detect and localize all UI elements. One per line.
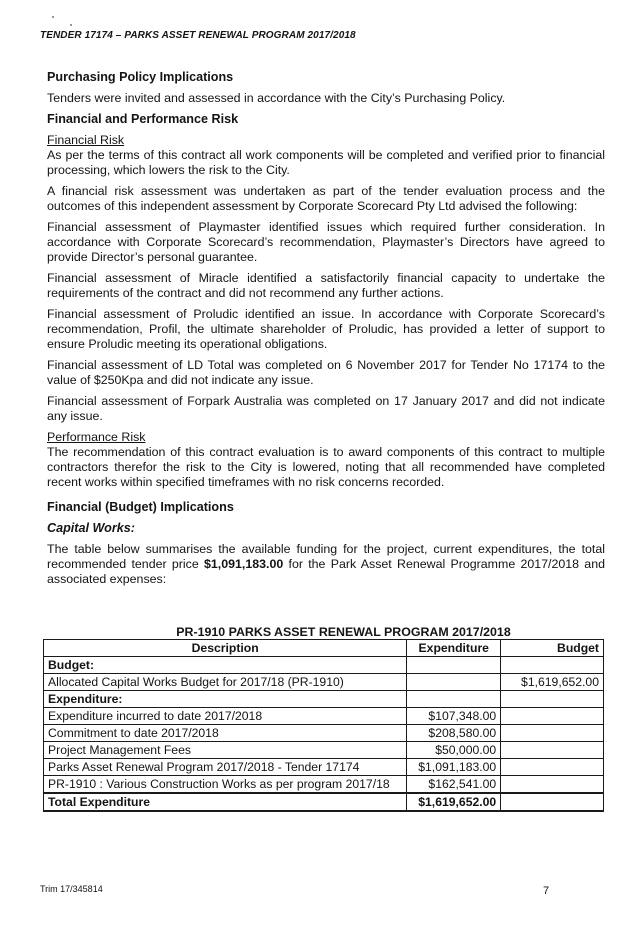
cell-description: Parks Asset Renewal Program 2017/2018 - Tender 17174 xyxy=(44,759,407,776)
cell-expenditure xyxy=(407,657,501,674)
trim-reference: Trim 17/345814 xyxy=(40,884,103,894)
cell-budget xyxy=(501,691,604,708)
table-row xyxy=(44,742,604,759)
cell-budget: $1,619,652.00 xyxy=(501,674,604,691)
budget-text xyxy=(47,542,605,587)
cell-description: Commitment to date 2017/2018 xyxy=(44,725,407,742)
section-heading-financial-performance: Financial and Performance Risk xyxy=(47,112,239,126)
cell-budget xyxy=(501,793,604,811)
scan-speck xyxy=(70,24,72,26)
cell-budget xyxy=(501,708,604,725)
table-row xyxy=(44,674,604,691)
cell-expenditure: $1,619,652.00 xyxy=(407,793,501,811)
table-row xyxy=(44,725,604,742)
cell-expenditure: $107,348.00 xyxy=(407,708,501,725)
cell-description: Total Expenditure xyxy=(44,793,407,811)
budget-text-end: for the Park Asset Renewal Programme 2017/2018 and associated expenses: xyxy=(47,557,605,586)
budget-table-section xyxy=(43,625,604,812)
subheading-performance-risk: Performance Risk xyxy=(47,430,146,444)
cell-expenditure xyxy=(407,674,501,691)
cell-description: Budget: xyxy=(44,657,407,674)
cell-budget xyxy=(501,776,604,794)
paragraph: Financial assessment of Forpark Australia was completed on 17 January 2017 and did not indicate any issue. xyxy=(47,394,605,423)
cell-description: Allocated Capital Works Budget for 2017/18 (PR-1910) xyxy=(44,674,407,691)
purchasing-text: Tenders were invited and assessed in accordance with the City’s Purchasing Policy. xyxy=(47,91,506,105)
table-row xyxy=(44,759,604,776)
cell-expenditure: $162,541.00 xyxy=(407,776,501,794)
cell-budget xyxy=(501,657,604,674)
table-row-total xyxy=(44,793,604,811)
section-heading-purchasing: Purchasing Policy Implications xyxy=(47,70,234,84)
table-header-row xyxy=(44,640,604,657)
table-title: PR-1910 PARKS ASSET RENEWAL PROGRAM 2017/2018 xyxy=(176,625,511,639)
scan-speck xyxy=(52,16,54,18)
cell-expenditure: $1,091,183.00 xyxy=(407,759,501,776)
paragraph: As per the terms of this contract all work components will be completed and verified prior to financial processing, which lowers the risk to the City. xyxy=(47,148,605,177)
paragraph: A financial risk assessment was undertaken as part of the tender evaluation process and the outcomes of this independent assessment by Corporate Scorecard Pty Ltd advised the following: xyxy=(47,184,605,213)
table-row xyxy=(44,691,604,708)
cell-description: Project Management Fees xyxy=(44,742,407,759)
page-number: 7 xyxy=(543,885,550,897)
cell-expenditure: $208,580.00 xyxy=(407,725,501,742)
document-body xyxy=(47,70,605,593)
cell-budget xyxy=(501,725,604,742)
table-row xyxy=(44,776,604,794)
cell-expenditure: $50,000.00 xyxy=(407,742,501,759)
paragraph: Financial assessment of Playmaster identified issues which required further consideration. In accordance with Corporate Scorecard’s recommendation, Playmaster’s Directors have agreed to provide Director’s personal guarantee. xyxy=(47,220,605,264)
cell-description: PR-1910 : Various Construction Works as per program 2017/18 xyxy=(44,776,407,794)
budget-amount: $1,091,183.00 xyxy=(203,557,284,571)
cell-budget xyxy=(501,742,604,759)
table-row xyxy=(44,708,604,725)
cell-expenditure xyxy=(407,691,501,708)
budget-text-start: The table below summarises the available funding for the project, current expenditures, the total recommended tender price xyxy=(47,542,605,571)
section-heading-budget: Financial (Budget) Implications xyxy=(47,500,234,514)
cell-description: Expenditure incurred to date 2017/2018 xyxy=(44,708,407,725)
budget-table xyxy=(43,639,604,812)
performance-risk-text: The recommendation of this contract evaluation is to award components of this contract to multiple contractors therefor the risk to the City is lowered, noting that all recommended have completed recent works within specified timeframes with no risk concerns recorded. xyxy=(47,445,605,489)
subheading-capital-works: Capital Works: xyxy=(47,521,135,535)
table-row xyxy=(44,657,604,674)
cell-budget xyxy=(501,759,604,776)
paragraph: Financial assessment of Proludic identified an issue. In accordance with Corporate Scorecard’s recommendation, Profil, the ultimate shareholder of Proludic, has provided a letter of support to ensure Proludic meeting its operational obligations. xyxy=(47,307,605,351)
column-header-expenditure: Expenditure xyxy=(407,640,501,657)
cell-description: Expenditure: xyxy=(44,691,407,708)
page-header: TENDER 17174 – PARKS ASSET RENEWAL PROGRAM 2017/2018 xyxy=(40,30,356,41)
column-header-description: Description xyxy=(44,640,407,657)
paragraph: Financial assessment of LD Total was completed on 6 November 2017 for Tender No 17174 to the value of $250Kpa and did not indicate any issue. xyxy=(47,358,605,387)
subheading-financial-risk: Financial Risk xyxy=(47,133,125,147)
paragraph: Financial assessment of Miracle identified a satisfactorily financial capacity to undertake the requirements of the contract and did not recommend any further actions. xyxy=(47,271,605,300)
column-header-budget: Budget xyxy=(501,640,604,657)
